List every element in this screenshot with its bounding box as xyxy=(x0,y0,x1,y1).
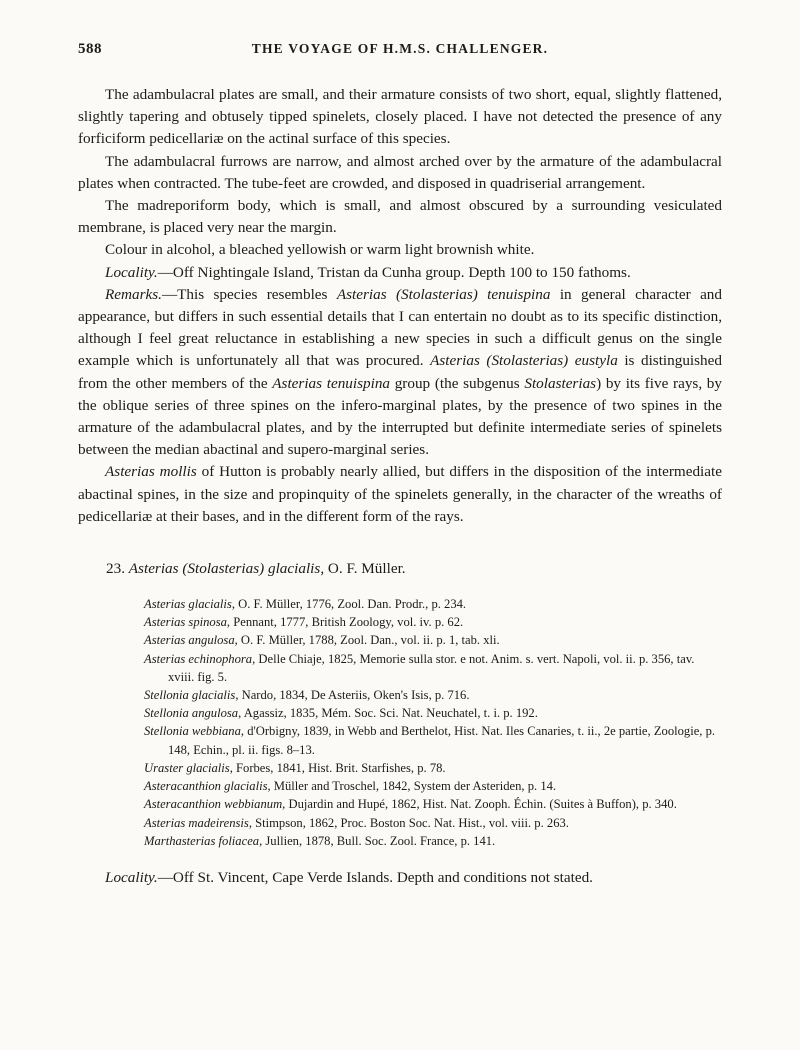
synonymy-entry: Asterias madeirensis, Stimpson, 1862, Proc. Boston Soc. Nat. Hist., vol. viii. p. 263. xyxy=(144,815,569,830)
synonymy-entry: Asterias echinophora, Delle Chiaje, 1825, Memorie sulla stor. e not. Anim. s. vert. Napoli, vol. ii. p. 356, tav. xviii. fig. 5. xyxy=(144,651,695,684)
synonymy-entry: Stellonia glacialis, Nardo, 1834, De Asteriis, Oken's Isis, p. 716. xyxy=(144,688,470,703)
paragraph-adambulacral-furrows: The adambulacral furrows are narrow, and almost arched over by the armature of the adambulacral plates when contracted. The tube-feet are crowded, and disposed in quadriserial arrangement. xyxy=(78,152,722,192)
synonymy-entry: Marthasterias foliacea, Jullien, 1878, Bull. Soc. Zool. France, p. 141. xyxy=(144,833,496,848)
synonymy-list xyxy=(144,595,720,850)
synonymy-entry: Asterias angulosa, O. F. Müller, 1788, Zool. Dan., vol. ii. p. 1, tab. xli. xyxy=(144,633,500,648)
synonymy-entry: Uraster glacialis, Forbes, 1841, Hist. Brit. Starfishes, p. 78. xyxy=(144,760,446,775)
synonymy-entry: Stellonia webbiana, d'Orbigny, 1839, in Webb and Berthelot, Hist. Nat. Iles Canaries, t. ii., 2e partie, Zoologie, p. 148, Echin., pl. ii. figs. 8–13. xyxy=(144,724,716,757)
section-heading-23-asterias-glacialis: 23. Asterias (Stolasterias) glacialis, O. F. Müller. xyxy=(106,560,406,578)
synonymy-entry: Stellonia angulosa, Agassiz, 1835, Mém. Soc. Sci. Nat. Neuchatel, t. i. p. 192. xyxy=(144,706,538,721)
page-header xyxy=(78,40,722,60)
paragraph-asterias-mollis: Asterias mollis of Hutton is probably nearly allied, but differs in the disposition of the intermediate abactinal spines, in the size and propinquity of the spinelets generally, in the character of the wreaths of pedicellariæ at their bases, and in the different form of the rays. xyxy=(78,463,722,525)
paragraph-madreporiform-body: The madreporiform body, which is small, and almost obscured by a surrounding vesiculated membrane, is placed very near the margin. xyxy=(78,197,722,237)
synonymy-entry: Asteracanthion glacialis, Müller and Troschel, 1842, System der Asteriden, p. 14. xyxy=(144,779,557,794)
paragraph-colour: Colour in alcohol, a bleached yellowish or warm light brownish white. xyxy=(105,241,535,259)
paragraph-locality-nightingale: Locality.—Off Nightingale Island, Tristan da Cunha group. Depth 100 to 150 fathoms. xyxy=(105,263,631,281)
synonymy-entry: Asterias spinosa, Pennant, 1777, British Zoology, vol. iv. p. 62. xyxy=(144,615,464,630)
running-title: THE VOYAGE OF H.M.S. CHALLENGER. xyxy=(251,41,549,56)
locality-line-st-vincent: Locality.—Off St. Vincent, Cape Verde Islands. Depth and conditions not stated. xyxy=(105,868,593,886)
synonymy-entry: Asteracanthion webbianum, Dujardin and Hupé, 1862, Hist. Nat. Zooph. Échin. (Suites à Buffon), p. 340. xyxy=(144,797,677,812)
paragraph-remarks: Remarks.—This species resembles Asterias (Stolasterias) tenuispina in general character and appearance, but differs in such essential details that I can entertain no doubt as to its specific distinction, although I feel great reluctance in establishing a new species in such a difficult genus on the single example which is unfortunately all that was procured. Asterias (Stolasterias) eustyla is distinguished from the other members of the Asterias tenuispina group (the subgenus Stolasterias) by its five rays, by the oblique series of three spines on the infero-marginal plates, by the presence of two spines in the armature of the adambulacral plates, and by the interrupted but definite intermediate series of spinelets between the median abactinal and supero-marginal series. xyxy=(78,285,722,459)
synonymy-entry: Asterias glacialis, O. F. Müller, 1776, Zool. Dan. Prodr., p. 234. xyxy=(144,597,467,612)
page-number: 588 xyxy=(78,41,102,57)
paragraph-adambulacral-plates: The adambulacral plates are small, and their armature consists of two short, equal, slightly flattened, slightly tapering and obtusely tipped spinelets, closely placed. I have not detected the presence of any forficiform pedicellariæ on the actinal surface of this species. xyxy=(78,86,722,148)
